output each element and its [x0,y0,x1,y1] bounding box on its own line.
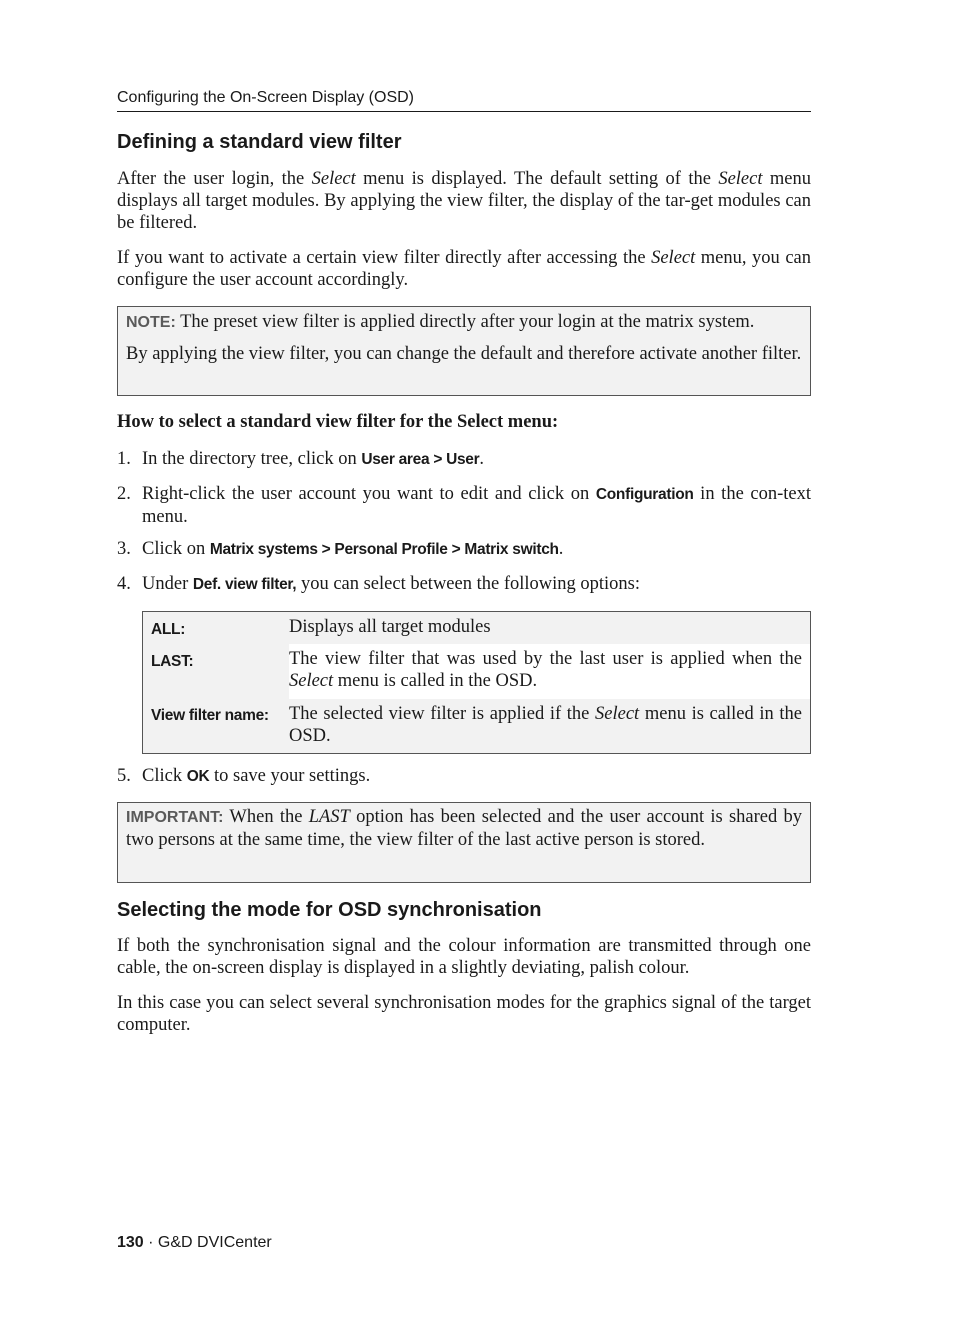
option-key: View filter name: [151,707,269,724]
step-3-command: Matrix systems > Personal Profile > Matrix switch [209,541,559,558]
option-row-all [143,612,811,645]
options-table [142,611,811,754]
step-2: 2. Right-click the user account you want to edit and click on Configuration in the con-text menu. [117,484,812,527]
option-value: The selected view filter is applied if the Select menu is called in the OSD. [289,704,802,746]
step-4-command: Def. view filter, [192,576,297,593]
step-1: 1. In the directory tree, click on User area > User. [117,449,484,469]
important-box [117,802,811,883]
howto-title: How to select a standard view filter for the Select menu: [117,412,559,432]
paragraph-sync-2: In this case you can select several synchronisation modes for the graphics signal of the target computer. [117,993,811,1035]
paragraph-intro: After the user login, the Select menu is displayed. The default setting of the Select menu displays all target modules. By applying the view filter, the display of the tar-get modules can be filtered. [117,169,811,233]
step-3: 3. Click on Matrix systems > Personal Profile > Matrix switch. [117,539,564,559]
option-row-last [143,644,811,699]
step-5: 5. Click OK to save your settings. [117,766,371,786]
important-text: IMPORTANT: When the LAST option has been selected and the user account is shared by two persons at the same time, the view filter of the last active person is stored. [126,807,802,850]
product-name: G&D DVICenter [157,1234,272,1251]
section-title-view-filter: Defining a standard view filter [117,131,402,153]
paragraph-activate: If you want to activate a certain view filter directly after accessing the Select menu, you can configure the user account accordingly. [117,248,811,290]
note-line-2: By applying the view filter, you can change the default and therefore activate another filter. [126,344,802,364]
running-head: Configuring the On-Screen Display (OSD) [117,89,811,112]
option-value: The view filter that was used by the last user is applied when the Select menu is called in the OSD. [289,644,811,699]
step-5-command: OK [186,768,210,785]
option-row-view-filter-name [143,699,811,754]
note-box [117,306,811,396]
step-4: 4. Under Def. view filter, you can select between the following options: [117,574,641,594]
note-line-1: NOTE: The preset view filter is applied directly after your login at the matrix system. [126,312,755,332]
option-key: LAST: [151,653,194,670]
option-value: Displays all target modules [289,617,491,637]
section-title-osd-sync: Selecting the mode for OSD synchronisation [117,899,542,921]
page-number: 130 [117,1234,144,1251]
paragraph-sync-1: If both the synchronisation signal and the colour information are transmitted through one cable, the on-screen display is displayed in a slightly deviating, palish colour. [117,936,811,978]
step-1-command: User area > User [361,451,480,468]
important-label: IMPORTANT: [126,809,224,826]
page-footer: 130 · G&D DVICenter [117,1234,272,1251]
option-key: ALL: [151,621,186,638]
note-label: NOTE: [126,314,176,331]
step-2-command: Configuration [595,486,694,503]
